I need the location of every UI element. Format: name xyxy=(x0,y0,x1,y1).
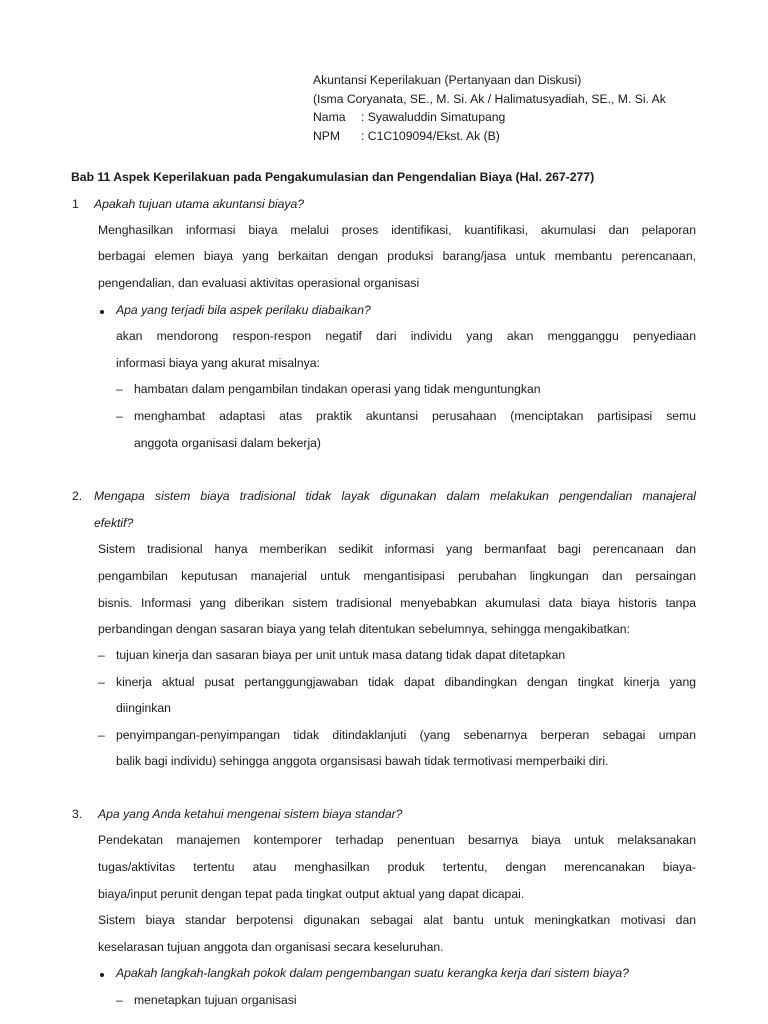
q3-sub-question: Apakah langkah-langkah pokok dalam pengembangan suatu kerangka kerja dari sistem biaya? xyxy=(116,966,629,980)
q2-answer-line-2: pengambilan keputusan manajerial untuk mengantisipasi perubahan lingkungan dan persaingan xyxy=(98,569,696,583)
q1-answer-line-3: pengendalian, dan evaluasi aktivitas operasional organisasi xyxy=(98,276,420,290)
q1-answer-line-2: berbagai elemen biaya yang berkaitan dengan produksi barang/jasa untuk membantu perencanaan, xyxy=(98,249,696,263)
dash-bullet-icon: – xyxy=(98,675,105,689)
npm-value: : C1C109094/Ekst. Ak (B) xyxy=(361,128,500,143)
lecturers: (Isma Coryanata, SE., M. Si. Ak / Halimatusyadiah, SE., M. Si. Ak xyxy=(313,91,666,106)
q3-answer-line-5: keselarasan tujuan anggota dan organisasi secara keseluruhan. xyxy=(98,940,444,954)
q2-question-line-1: Mengapa sistem biaya tradisional tidak layak digunakan dalam melakukan pengendalian manajeral xyxy=(94,489,696,503)
q3-answer-line-3: biaya/input perunit dengan tepat pada tingkat output aktual yang dapat dicapai. xyxy=(98,887,525,901)
dash-bullet-icon: – xyxy=(98,648,105,662)
q3-answer-line-4: Sistem biaya standar berpotensi digunakan sebagai alat bantu untuk meningkatkan motivasi dan xyxy=(98,913,696,927)
q1-number: 1 xyxy=(72,197,79,211)
q2-number: 2. xyxy=(72,489,83,503)
q1-sub-question: Apa yang terjadi bila aspek perilaku diabaikan? xyxy=(116,303,371,317)
q2-dash-item-2-cont: diinginkan xyxy=(116,701,171,715)
q1-dash-item-1: hambatan dalam pengambilan tindakan operasi yang tidak menguntungkan xyxy=(134,382,541,396)
student-npm xyxy=(313,127,666,146)
q2-answer-line-3: bisnis. Informasi yang diberikan sistem tradisional menyebabkan akumulasi data biaya historis tanpa xyxy=(98,596,696,610)
q2-answer-line-1: Sistem tradisional hanya memberikan sedikit informasi yang bermanfaat bagi perencanaan dan xyxy=(98,542,696,556)
q1-sub-answer-line-2: informasi biaya yang akurat misalnya: xyxy=(116,356,320,370)
q2-dash-item-1: tujuan kinerja dan sasaran biaya per unit untuk masa datang tidak dapat ditetapkan xyxy=(116,648,566,662)
q3-number: 3. xyxy=(72,807,83,821)
q2-dash-item-3-cont: balik bagi individu) sehingga anggota organsisasi bawah tidak termotivasi memperbaiki diri. xyxy=(116,754,609,768)
q1-dash-item-2-cont: anggota organisasi dalam bekerja) xyxy=(134,436,321,450)
q3-dash-item-1: menetapkan tujuan organisasi xyxy=(134,993,297,1007)
course-title: Akuntansi Keperilakuan (Pertanyaan dan Diskusi) xyxy=(313,73,582,87)
npm-label: NPM xyxy=(313,128,341,143)
dash-bullet-icon: – xyxy=(98,728,105,742)
name-label: Nama xyxy=(313,110,346,124)
document-header xyxy=(313,71,666,145)
q2-dash-item-3: penyimpangan-penyimpangan tidak ditindaklanjuti (yang sebenarnya berperan sebagai umpan xyxy=(116,728,696,742)
bullet-icon xyxy=(100,310,104,314)
q3-question: Apa yang Anda ketahui mengenai sistem biaya standar? xyxy=(98,807,403,821)
q1-answer-line-1: Menghasilkan informasi biaya melalui proses identifikasi, kuantifikasi, akumulasi dan pelaporan xyxy=(98,223,696,237)
chapter-title: Bab 11 Aspek Keperilakuan pada Pengakumulasian dan Pengendalian Biaya (Hal. 267-277) xyxy=(71,170,595,184)
student-name xyxy=(313,108,666,127)
dash-bullet-icon: – xyxy=(116,409,123,423)
q1-sub-answer-line-1: akan mendorong respon-respon negatif dari individu yang akan mengganggu penyediaan xyxy=(116,329,696,343)
name-value: : Syawaluddin Simatupang xyxy=(361,110,506,124)
q3-answer-line-2: tugas/aktivitas tertentu atau menghasilkan produk tertentu, dengan merencanakan biaya- xyxy=(98,860,696,874)
q2-question-line-2: efektif? xyxy=(94,516,134,530)
q1-dash-item-2: menghambat adaptasi atas praktik akuntansi perusahaan (menciptakan partisipasi semu xyxy=(134,409,696,423)
q2-answer-line-4: perbandingan dengan sasaran biaya yang telah ditentukan sebelumnya, sehingga mengakibatkan: xyxy=(98,622,630,636)
q1-question: Apakah tujuan utama akuntansi biaya? xyxy=(94,197,305,211)
bullet-icon xyxy=(100,973,104,977)
dash-bullet-icon: – xyxy=(116,993,123,1007)
q2-dash-item-2: kinerja aktual pusat pertanggungjawaban tidak dapat dibandingkan dengan tingkat kinerja yang xyxy=(116,675,696,689)
q3-answer-line-1: Pendekatan manajemen kontemporer terhadap penentuan besarnya biaya untuk melaksanakan xyxy=(98,833,696,847)
dash-bullet-icon: – xyxy=(116,382,123,396)
